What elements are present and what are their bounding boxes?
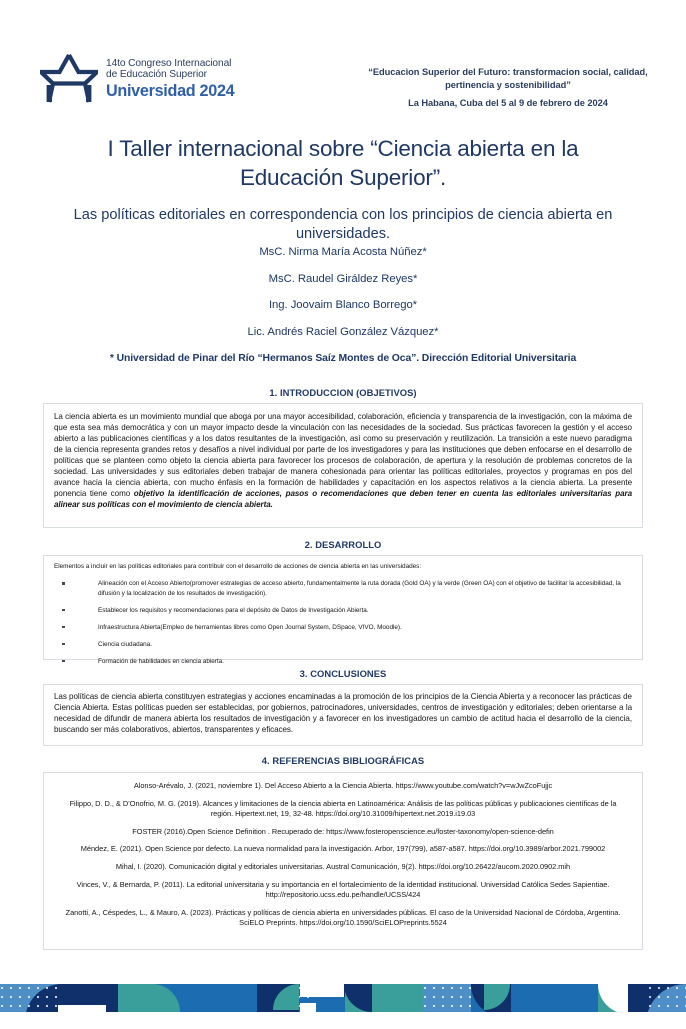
page-title: I Taller internacional sobre “Ciencia abierta en la Educación Superior”. — [107, 136, 579, 191]
section-heading-desarrollo: 2. DESARROLLO — [304, 539, 382, 550]
brand-line-congress: 14to Congreso Internacional — [106, 58, 232, 69]
list-item-label: Infraestructura Abierta(Empleo de herramientas libres como Open Journal System, DSpace, VIVO, Moodle). — [98, 623, 402, 631]
bullet-square-icon — [62, 609, 65, 612]
page-subtitle: Las políticas editoriales en correspondencia con los principios de ciencia abierta en universidades. — [73, 206, 613, 243]
desarrollo-lead: Elementos a incluir en las políticas editoriales para contribuir con el desarrollo de acciones de ciencia abierta en las universidades: — [54, 563, 422, 570]
reference-item: Mihal, I. (2020). Comunicación digital y editoriales universitarias. Austral Comunicación, 9(2). https://doi.org/10.26422/aucom.2020.0902.mih — [115, 862, 571, 872]
reference-item: Vinces, V., & Bernarda, P. (2011). La editorial universitaria y su importancia en el fortalecimiento de la identidad institucional. Universidad Católica Sedes Sapientiae. http://repositorio.ucss.edu.pe/handle/UCSS/424 — [76, 879, 610, 900]
list-item — [54, 579, 630, 598]
section-heading-introduccion: 1. INTRODUCCION (OBJETIVOS) — [269, 387, 417, 398]
desarrollo-bullet-list — [54, 579, 630, 666]
authors-block — [55, 246, 631, 367]
bullet-square-icon — [62, 582, 65, 585]
author-name: MsC. Nirma María Acosta Núñez* — [259, 246, 427, 258]
list-item-label: Alineación con el Acceso Abierto(promover estrategias de acceso abierto, fundamentalmente la ruta dorada (Gold OA) y la verde (Green OA) con el objetivo de facilitar la accesibilidad, la difusión y la localización de los resultados de investigación). — [98, 580, 621, 597]
list-item — [54, 640, 630, 649]
conclusiones-paragraph: Las políticas de ciencia abierta constituyen estrategias y acciones encaminadas a la promoción de los principios de la Ciencia Abierta y a reconocer las prácticas de Ciencia Abierta. Estas políticas pueden ser establecidas, por gobiernos, patrocinadores, universidades, centros de investigación y editoriales; deben orientarse a la necesidad de difundir de manera abierta los resultados de investigación y a favorecer en los investigadores un cambio de actitud hacia el desarrollo de la ciencia, buscando ser más colaborativos, abiertos, transparentes y eficaces. — [54, 692, 632, 734]
author-name: Ing. Joovaim Blanco Borrego* — [268, 299, 418, 311]
brand-line-universidad-2024: Universidad 2024 — [106, 81, 235, 100]
author-affiliation: * Universidad de Pinar del Río “Hermanos Saíz Montes de Oca”. Dirección Editorial Universitaria — [109, 353, 577, 364]
reference-item: Zanotti, A., Céspedes, L., & Mauro, A. (2023). Prácticas y políticas de ciencia abierta en universidades públicas. El caso de la Universidad Nacional de Córdoba, Argentina. SciELO Preprints. https://doi.org/10.1590/SciELOPreprints.5524 — [65, 907, 621, 927]
brand-line-educacion: de Educación Superior — [106, 69, 207, 81]
congress-place-date: La Habana, Cuba del 5 al 9 de febrero de 2024 — [408, 97, 608, 108]
congress-slogan: “Educacion Superior del Futuro: transformacion social, calidad, pertinencia y sostenibilidad” — [368, 67, 648, 90]
introduccion-text-plain: La ciencia abierta es un movimiento mundial que aboga por una mayor accesibilidad, colaboración, eficiencia y transparencia de la investigación, con la máxima de que esta sea más democrática y con un mayor impacto desde la vinculación con las necesidades de la sociedad. Sus prácticas favorecen la gestión y el acceso abierto a las publicaciones científicas y a los datos resultantes de la investigación, así como su preservación y reutilización. La transición a este nuevo paradigma de la ciencia representa grandes retos y desafíos a nivel individual por parte de los investigadores y para las instituciones que deben enfocarse en el desarrollo de políticas que se planteen como objeto la ciencia abierta para favorecer los procesos de colaboración, de apertura y la resolución de problemas concretos de la sociedad. Las universidades y sus editoriales deben trabajar de manera cohesionada para orientar las políticas editoriales, proyectos y programas en pos del avance hacia la ciencia abierta, con mucho énfasis en la formación de habilidades y capacitación en los aspectos relativos a la ciencia abierta. La presente ponencia tiene como — [54, 412, 632, 498]
footer-decorative-pattern — [0, 959, 686, 1024]
bullet-square-icon — [62, 626, 65, 629]
introduccion-paragraph — [54, 412, 632, 510]
list-item — [54, 657, 630, 666]
panel-referencias — [43, 772, 643, 950]
list-item — [54, 606, 630, 615]
author-name: MsC. Raudel Giráldez Reyes* — [268, 272, 418, 285]
reference-item: Alonso-Arévalo, J. (2021, noviembre 1). Del Acceso Abierto a la Ciencia Abierta. https://www.youtube.com/watch?v=wJwZcoFujjc — [133, 781, 553, 790]
section-heading-referencias: 4. REFERENCIAS BIBLIOGRÁFICAS — [261, 755, 425, 766]
reference-item: FOSTER (2016).Open Science Definition . Recuperado de: https://www.fosteropenscience.eu/foster-taxonomy/open-science-defin — [132, 826, 554, 836]
bullet-square-icon — [62, 643, 65, 646]
title-block — [55, 134, 631, 245]
brand-text-block — [106, 56, 234, 100]
bullet-square-icon — [62, 660, 65, 663]
list-item — [54, 623, 630, 632]
panel-desarrollo — [43, 555, 643, 665]
reference-item: Méndez, E. (2021). Open Science por defecto. La nueva normalidad para la investigación. Arbor, 197(799), a587-a587. https://doi.org/10.3989/arbor.2021.799002 — [80, 844, 606, 854]
congress-brand — [40, 52, 234, 104]
panel-introduccion — [43, 403, 643, 528]
universidad-2024-star-logo — [40, 52, 98, 104]
author-name: Lic. Andrés Raciel González Vázquez* — [247, 325, 439, 338]
list-item-label: Establecer los requisitos y recomendaciones para el depósito de Datos de Investigación Abierta. — [98, 606, 369, 614]
introduccion-text-emphasis: objetivo la identificación de acciones, pasos o recomendaciones que deben tener en cuenta las editoriales universitarias para alinear sus políticas con el movimiento de ciencia abierta. — [54, 488, 632, 509]
poster-header — [0, 52, 686, 118]
header-slogan-block — [362, 66, 654, 108]
list-item-label: Formación de habilidades en ciencia abierta. — [98, 657, 224, 665]
section-heading-conclusiones: 3. CONCLUSIONES — [299, 668, 387, 679]
panel-conclusiones — [43, 684, 643, 746]
list-item-label: Ciencia ciudadana. — [98, 640, 152, 648]
reference-item: Filippo, D. D., & D’Onofrio, M. G. (2019). Alcances y limitaciones de la ciencia abierta en Latinoamérica: Análisis de las políticas públicas y publicaciones científicas de la región. Hipertext.net, 19, 32-48. https://doi.org/10.31009/hipertext.net.2019.i19.03 — [69, 798, 617, 818]
